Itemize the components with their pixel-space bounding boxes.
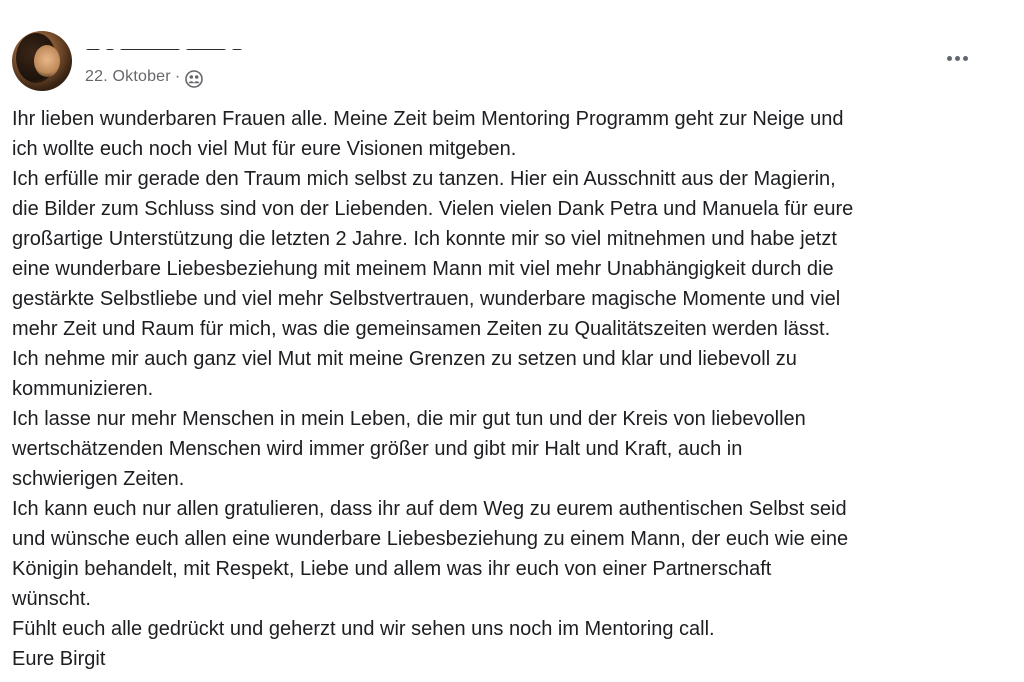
post-line: Eure Birgit — [12, 648, 106, 670]
meta-separator: · — [174, 68, 181, 85]
post-line: Ich nehme mir auch ganz viel Mut mit meine Grenzen zu setzen und klar und liebevoll zu — [12, 348, 797, 370]
avatar[interactable] — [12, 31, 72, 91]
post-line: gestärkte Selbstliebe und viel mehr Selbstvertrauen, wunderbare magische Momente und viel — [12, 288, 841, 310]
post-text — [12, 104, 1012, 674]
post-line: ich wollte euch noch viel Mut für eure Visionen mitgeben. — [12, 138, 517, 160]
post-line: großartige Unterstützung die letzten 2 Jahre. Ich konnte mir so viel mitnehmen und habe jetzt — [12, 228, 837, 250]
post-line: Ich erfülle mir gerade den Traum mich selbst zu tanzen. Hier ein Ausschnitt aus der Magierin, — [12, 168, 836, 190]
post-meta — [85, 66, 203, 88]
post-date[interactable]: 22. Oktober — [85, 68, 171, 85]
author-name-redacted — [86, 40, 316, 50]
post-line: schwierigen Zeiten. — [12, 468, 185, 490]
post-line: Fühlt euch alle gedrückt und geherzt und wir sehen uns noch im Mentoring call. — [12, 618, 715, 640]
post-line: und wünsche euch allen eine wunderbare Liebesbeziehung zu einem Mann, der euch wie eine — [12, 528, 849, 550]
post-line: Ihr lieben wunderbaren Frauen alle. Meine Zeit beim Mentoring Programm geht zur Neige und — [12, 108, 844, 130]
post-line: Königin behandelt, mit Respekt, Liebe und allem was ihr euch von einer Partnerschaft — [12, 558, 772, 580]
post-line: kommunizieren. — [12, 378, 154, 400]
post-line: wünscht. — [12, 588, 91, 610]
post-line: mehr Zeit und Raum für mich, was die gemeinsamen Zeiten zu Qualitätszeiten werden lässt. — [12, 318, 831, 340]
more-options-icon[interactable] — [940, 50, 974, 66]
post-line: Ich kann euch nur allen gratulieren, dass ihr auf dem Weg zu eurem authentischen Selbst seid — [12, 498, 847, 520]
avatar-face — [34, 45, 60, 77]
post-line: wertschätzenden Menschen wird immer größer und gibt mir Halt und Kraft, auch in — [12, 438, 743, 460]
post-line: eine wunderbare Liebesbeziehung mit meinem Mann mit viel mehr Unabhängigkeit durch die — [12, 258, 834, 280]
post-line: die Bilder zum Schluss sind von der Liebenden. Vielen vielen Dank Petra und Manuela für eure — [12, 198, 854, 220]
friends-icon[interactable] — [185, 70, 203, 88]
post-line: Ich lasse nur mehr Menschen in mein Leben, die mir gut tun und der Kreis von liebevollen — [12, 408, 806, 430]
